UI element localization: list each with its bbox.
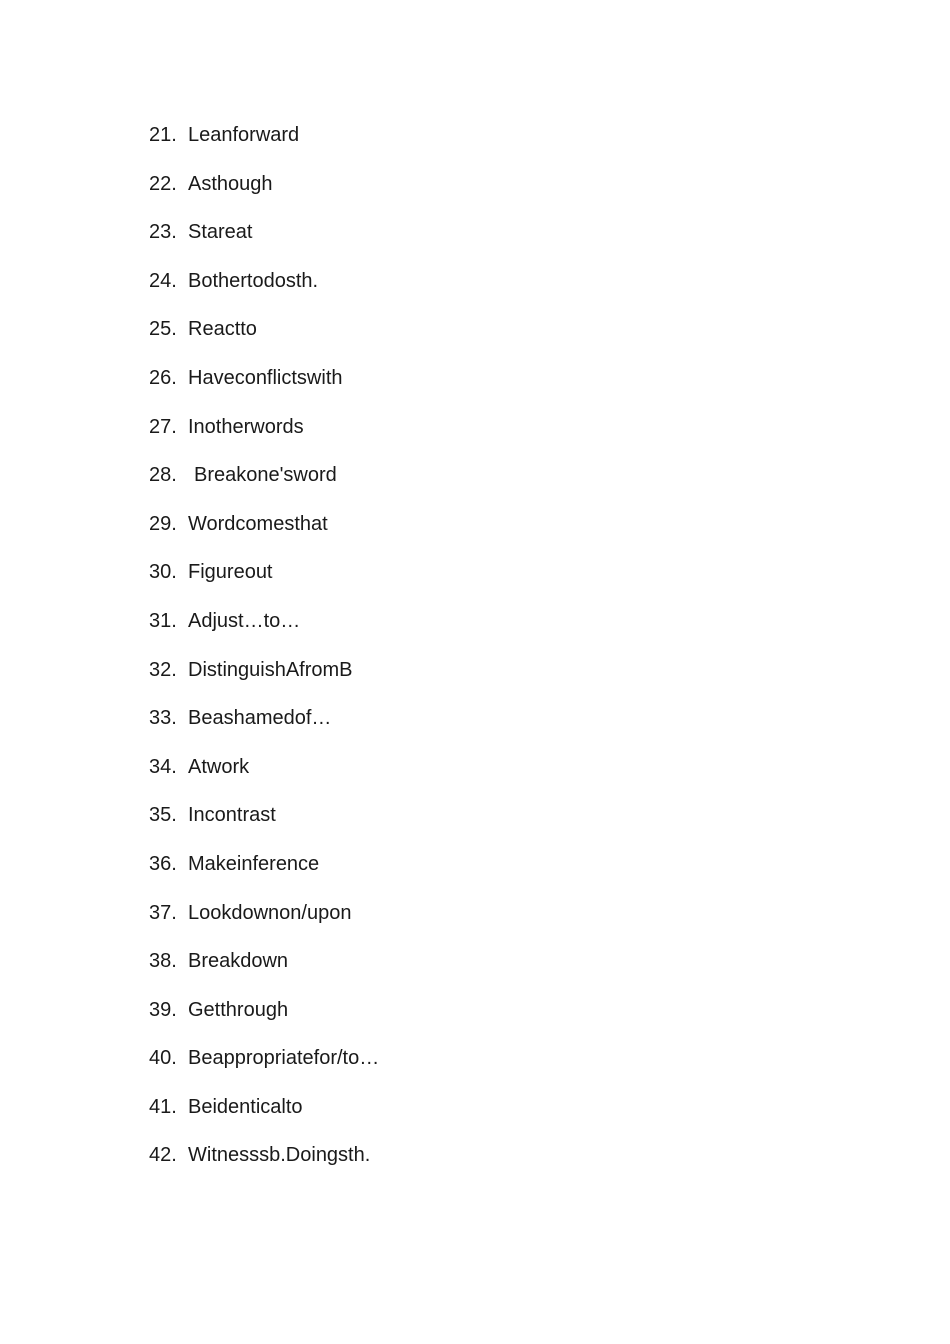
item-number: 21.: [149, 124, 177, 146]
list-item: [149, 801, 379, 850]
list-item: [149, 461, 379, 510]
item-term: Stareat: [188, 221, 253, 244]
item-number: 31.: [149, 609, 177, 632]
item-number: 30.: [149, 561, 177, 584]
item-number: 39.: [149, 998, 177, 1021]
item-term: Figureout: [188, 561, 273, 584]
list-item: [149, 656, 379, 705]
item-term: Beashamedof…: [188, 707, 332, 730]
item-number: 35.: [149, 804, 177, 827]
list-item: [149, 1044, 379, 1093]
item-number: 26.: [149, 366, 177, 389]
item-number: 40.: [149, 1047, 177, 1070]
item-number: 38.: [149, 950, 177, 973]
list-item: [149, 218, 379, 267]
list-item: [149, 996, 379, 1045]
item-term: Breakdown: [188, 950, 289, 973]
list-item: [149, 899, 379, 948]
item-term: Atwork: [188, 755, 250, 778]
item-term: Getthrough: [188, 998, 289, 1021]
item-term: Witnesssb.Doingsth.: [188, 1144, 371, 1167]
item-term: Breakone'sword: [194, 464, 337, 487]
item-term: Makeinference: [188, 852, 320, 875]
item-number: 34.: [149, 755, 177, 778]
item-term: DistinguishAfromB: [188, 658, 353, 681]
item-number: 22.: [149, 172, 177, 195]
item-term: Reactto: [188, 318, 257, 341]
list-item: [149, 947, 379, 996]
item-number: 41.: [149, 1095, 177, 1118]
list-item: [149, 607, 379, 656]
item-term: Beidenticalto: [188, 1095, 303, 1118]
item-number: 24.: [149, 269, 177, 292]
item-number: 29.: [149, 512, 177, 535]
list-item: [149, 364, 379, 413]
item-number: 36.: [149, 852, 177, 875]
item-number: 25.: [149, 318, 177, 341]
list-item: [149, 510, 379, 559]
item-term: Adjust…to…: [188, 609, 301, 632]
list-item: [149, 121, 379, 170]
list-item: [149, 704, 379, 753]
list-item: [149, 267, 379, 316]
item-number: 42.: [149, 1144, 177, 1167]
item-term: Haveconflictswith: [188, 366, 343, 389]
item-term: Incontrast: [188, 804, 276, 827]
item-number: 37.: [149, 901, 177, 924]
item-term: Wordcomesthat: [188, 512, 328, 535]
item-term: Inotherwords: [188, 415, 304, 438]
list-item: [149, 850, 379, 899]
item-term: Leanforward: [188, 124, 300, 146]
item-number: 32.: [149, 658, 177, 681]
item-number: 27.: [149, 415, 177, 438]
item-term: Beappropriatefor/to…: [188, 1047, 380, 1070]
list-item: [149, 170, 379, 219]
item-term: Asthough: [188, 172, 273, 195]
item-number: 23.: [149, 221, 177, 244]
item-number: 33.: [149, 707, 177, 730]
list-item: [149, 1141, 379, 1190]
list-item: [149, 315, 379, 364]
item-term: Bothertodosth.: [188, 269, 319, 292]
phrase-list: [149, 121, 379, 1190]
list-item: [149, 558, 379, 607]
list-item: [149, 413, 379, 462]
list-item: [149, 753, 379, 802]
list-item: [149, 1093, 379, 1142]
item-number: 28.: [149, 464, 177, 487]
item-term: Lookdownon/upon: [188, 901, 352, 924]
